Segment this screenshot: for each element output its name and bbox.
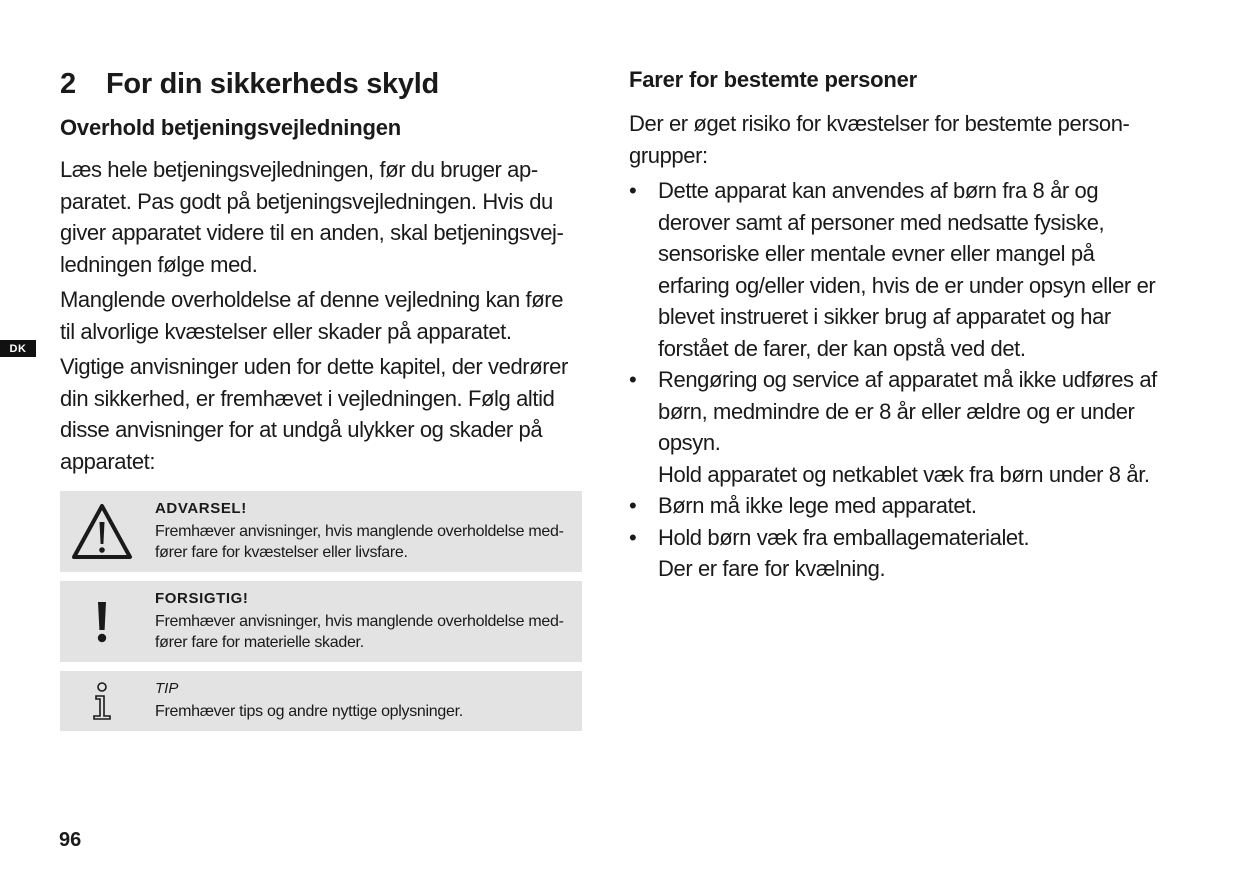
bullet: • [629, 493, 637, 518]
bullet: • [629, 524, 637, 550]
chapter-number: 2 [60, 68, 76, 100]
paragraph: Læs hele betjeningsvejledningen, før du bruger ap-paratet. Pas godt på betjeningsvejledningen. Hvis du giver apparatet videre til en anden, skal betjeningsvej-ledningen følge med. [60, 157, 564, 277]
note-title: FORSIGTIG! [155, 590, 249, 607]
left-column [60, 60, 582, 740]
signal-word-list [60, 491, 582, 731]
list-item [629, 490, 1159, 522]
chapter-title [60, 66, 582, 102]
chapter-title-text: For din sikkerheds skyld [106, 68, 439, 100]
info-i-icon [70, 669, 134, 733]
section-heading-risk-groups: Farer for bestemte personer [629, 67, 918, 92]
paragraph: Manglende overholdelse af denne vejledning kan føre til alvorlige kvæstelser eller skader på apparatet. [60, 287, 564, 344]
paragraph: Der er øget risiko for kvæstelser for bestemte person-grupper: [629, 111, 1130, 168]
list-item-extra: Hold apparatet og netkablet væk fra børn under 8 år. [658, 461, 1150, 487]
note-text: Fremhæver tips og andre nyttige oplysninger. [155, 703, 463, 720]
list-item-extra: Der er fare for kvælning. [658, 556, 886, 581]
language-tab: DK [0, 340, 36, 357]
exclamation-icon [70, 590, 134, 654]
paragraph: Vigtige anvisninger uden for dette kapitel, der vedrører din sikkerhed, er fremhævet i vejledningen. Følg altid disse anvisninger for at undgå ulykker og skader på apparatet: [60, 354, 568, 474]
bullet-list [629, 175, 1159, 585]
page-number: 96 [59, 829, 82, 851]
list-item [629, 522, 1159, 585]
note-warning [60, 491, 582, 572]
list-item-text: Hold børn væk fra emballagematerialet. [658, 524, 1030, 550]
note-caution [60, 581, 582, 662]
note-tip [60, 671, 582, 731]
list-item [629, 364, 1159, 490]
bullet: • [629, 367, 637, 392]
list-item-text: Børn må ikke lege med apparatet. [658, 493, 977, 518]
list-item [629, 175, 1159, 364]
right-column [629, 60, 1159, 585]
note-text: Fremhæver anvisninger, hvis manglende overholdelse med-fører fare for kvæstelser eller livsfare. [155, 523, 564, 561]
note-text: Fremhæver anvisninger, hvis manglende overholdelse med-fører fare for materielle skader. [155, 613, 564, 651]
warning-triangle-icon [70, 500, 134, 564]
note-title: TIP [155, 680, 179, 697]
bullet: • [629, 178, 637, 203]
note-title: ADVARSEL! [155, 500, 247, 517]
section-heading-manual: Overhold betjeningsvejledningen [60, 115, 401, 140]
list-item-text: Dette apparat kan anvendes af børn fra 8 år og derover samt af personer med nedsatte fysiske, sensoriske eller mentale evner eller mangel på erfaring og/eller viden, hvis de er under opsyn eller er blevet instrueret i sikker brug af apparatet og har forstået de farer, der kan opstå ved det. [658, 178, 1156, 361]
list-item-text: Rengøring og service af apparatet må ikke udføres af børn, medmindre de er 8 år eller ældre og er under opsyn. [658, 367, 1157, 455]
